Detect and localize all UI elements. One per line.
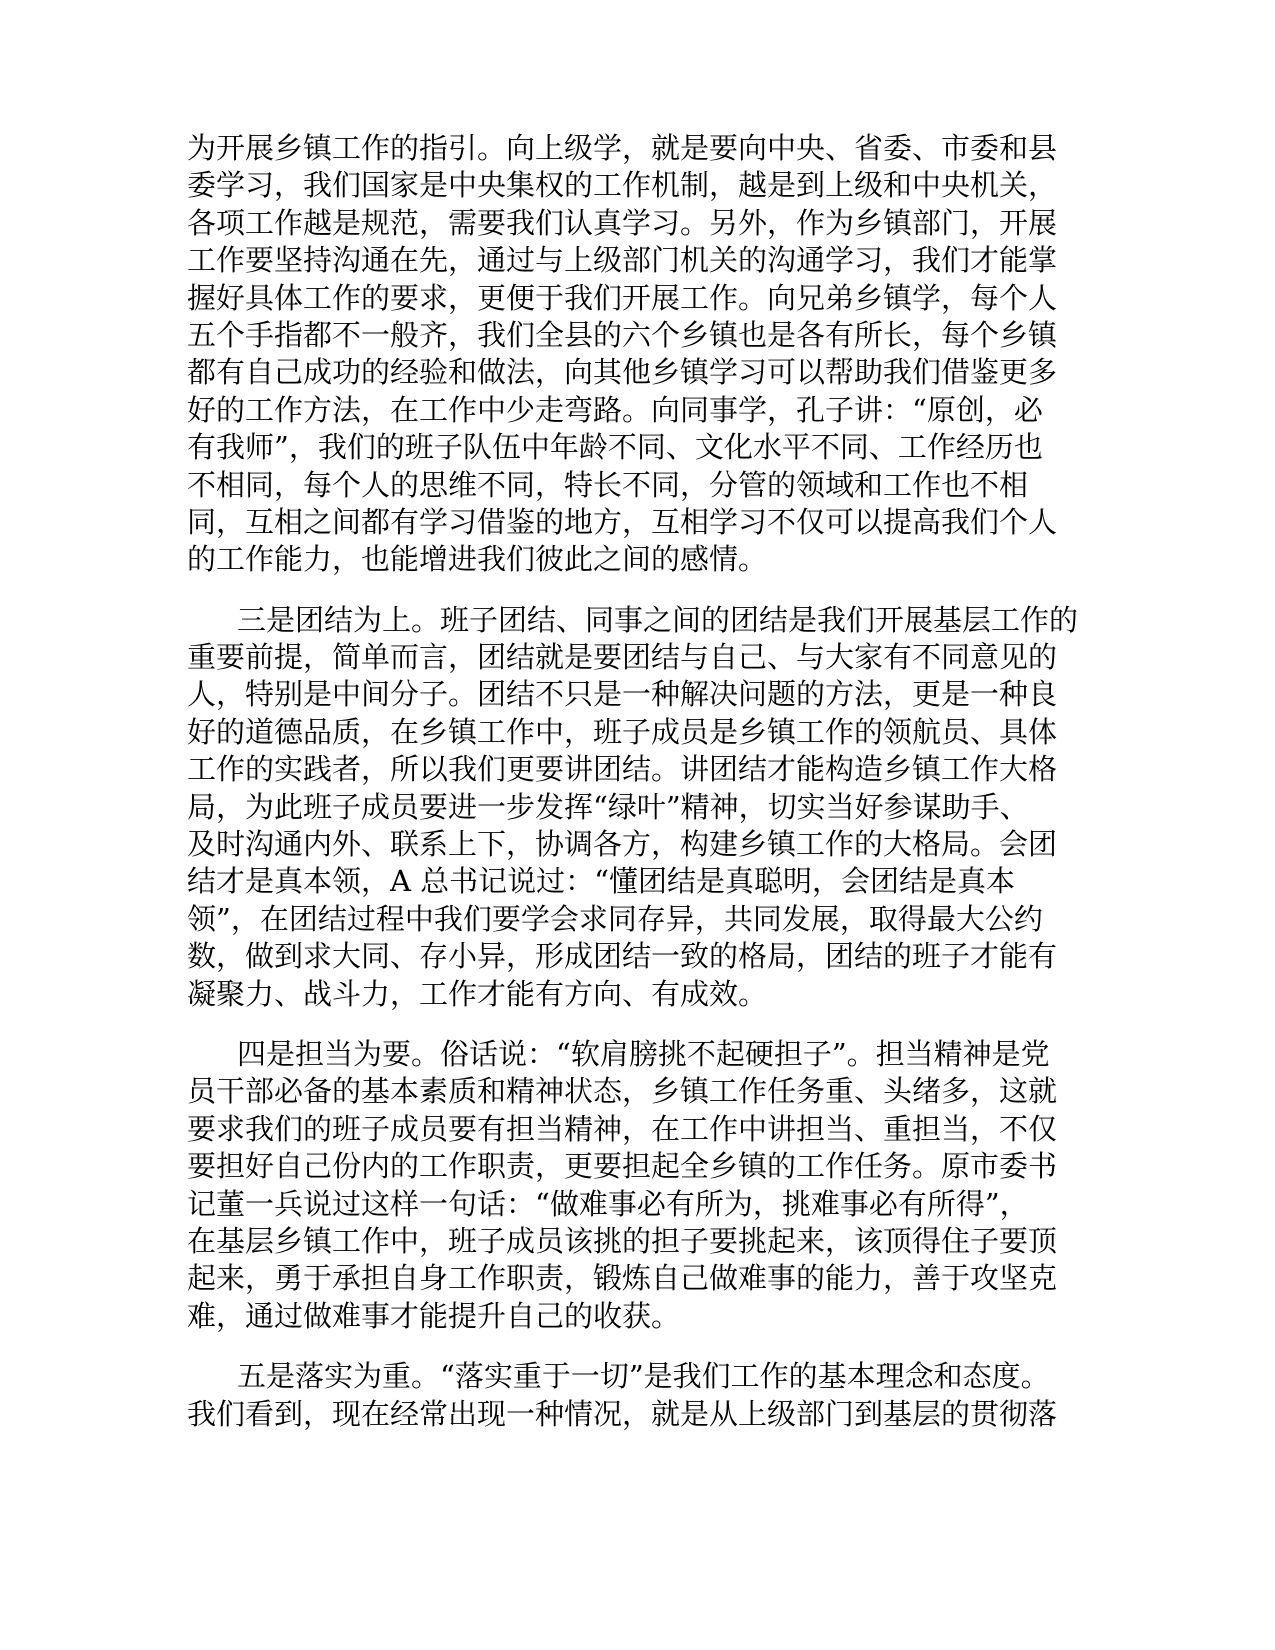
text-line: 数，做到求大同、存小异，形成团结一致的格局，团结的班子才能有 bbox=[187, 939, 1058, 974]
text-line: 结才是真本领，A 总书记说过：“懂团结是真聪明，会团结是真本 bbox=[187, 864, 1015, 899]
text-line: 领”，在团结过程中我们要学会求同存异，共同发展，取得最大公约 bbox=[187, 901, 1043, 936]
text-line: 凝聚力、战斗力，工作才能有方向、有成效。 bbox=[187, 976, 768, 1011]
text-line: 三是团结为上。班子团结、同事之间的团结是我们开展基层工作的 bbox=[237, 602, 1079, 637]
text-line: 重要前提，简单而言，团结就是要团结与自己、与大家有不同意见的 bbox=[187, 640, 1058, 675]
text-line: 有我师”，我们的班子队伍中年龄不同、文化水平不同、工作经历也 bbox=[187, 430, 1043, 465]
text-line: 记董一兵说过这样一句话：“做难事必有所为，挑难事必有所得”， bbox=[187, 1186, 1029, 1221]
text-line: 难，通过做难事才能提升自己的收获。 bbox=[187, 1298, 681, 1333]
body-text bbox=[187, 130, 1079, 1456]
text-line: 在基层乡镇工作中，班子成员该挑的担子要挑起来，该顶得住子要顶 bbox=[187, 1223, 1058, 1258]
text-line: 的工作能力，也能增进我们彼此之间的感情。 bbox=[187, 542, 768, 577]
text-line: 局，为此班子成员要进一步发挥“绿叶”精神，切实当好参谋助手、 bbox=[187, 789, 1029, 824]
text-line: 握好具体工作的要求，更便于我们开展工作。向兄弟乡镇学，每个人 bbox=[187, 280, 1058, 315]
paragraph-3 bbox=[187, 1036, 1067, 1335]
text-line: 好的道德品质，在乡镇工作中，班子成员是乡镇工作的领航员、具体 bbox=[187, 714, 1058, 749]
text-line: 委学习，我们国家是中央集权的工作机制，越是到上级和中央机关， bbox=[187, 168, 1058, 203]
paragraph-1 bbox=[187, 130, 1067, 579]
text-line: 我们看到，现在经常出现一种情况，就是从上级部门到基层的贯彻落 bbox=[187, 1396, 1058, 1431]
text-line: 工作要坚持沟通在先，通过与上级部门机关的沟通学习，我们才能掌 bbox=[187, 243, 1058, 278]
text-line: 各项工作越是规范，需要我们认真学习。另外，作为乡镇部门，开展 bbox=[187, 205, 1058, 240]
text-line: 员干部必备的基本素质和精神状态，乡镇工作任务重、头绪多，这就 bbox=[187, 1074, 1058, 1109]
text-line: 为开展乡镇工作的指引。向上级学，就是要向中央、省委、市委和县 bbox=[187, 131, 1058, 165]
text-line: 不相同，每个人的思维不同，特长不同，分管的领域和工作也不相 bbox=[187, 467, 1029, 502]
text-line: 同，互相之间都有学习借鉴的地方，互相学习不仅可以提高我们个人 bbox=[187, 504, 1058, 539]
text-line: 及时沟通内外、联系上下，协调各方，构建乡镇工作的大格局。会团 bbox=[187, 827, 1058, 862]
text-line: 好的工作方法，在工作中少走弯路。向同事学，孔子讲：“原创，必 bbox=[187, 392, 1043, 427]
text-line: 起来，勇于承担自身工作职责，锻炼自己做难事的能力，善于攻坚克 bbox=[187, 1261, 1058, 1296]
text-line: 都有自己成功的经验和做法，向其他乡镇学习可以帮助我们借鉴更多 bbox=[187, 355, 1058, 390]
text-line: 要担好自己份内的工作职责，更要担起全乡镇的工作任务。原市委书 bbox=[187, 1149, 1058, 1184]
paragraph-4 bbox=[187, 1358, 1067, 1433]
text-line: 要求我们的班子成员要有担当精神，在工作中讲担当、重担当，不仅 bbox=[187, 1111, 1058, 1146]
text-line: 五是落实为重。“落实重于一切”是我们工作的基本理念和态度。 bbox=[237, 1359, 1050, 1394]
text-line: 人，特别是中间分子。团结不只是一种解决问题的方法，更是一种良 bbox=[187, 677, 1058, 712]
text-line: 工作的实践者，所以我们更要讲团结。讲团结才能构造乡镇工作大格 bbox=[187, 752, 1058, 787]
paragraph-2 bbox=[187, 602, 1079, 1013]
text-line: 四是担当为要。俗话说：“软肩膀挑不起硬担子”。担当精神是党 bbox=[237, 1036, 1050, 1071]
text-line: 五个手指都不一般齐，我们全县的六个乡镇也是各有所长，每个乡镇 bbox=[187, 317, 1058, 352]
